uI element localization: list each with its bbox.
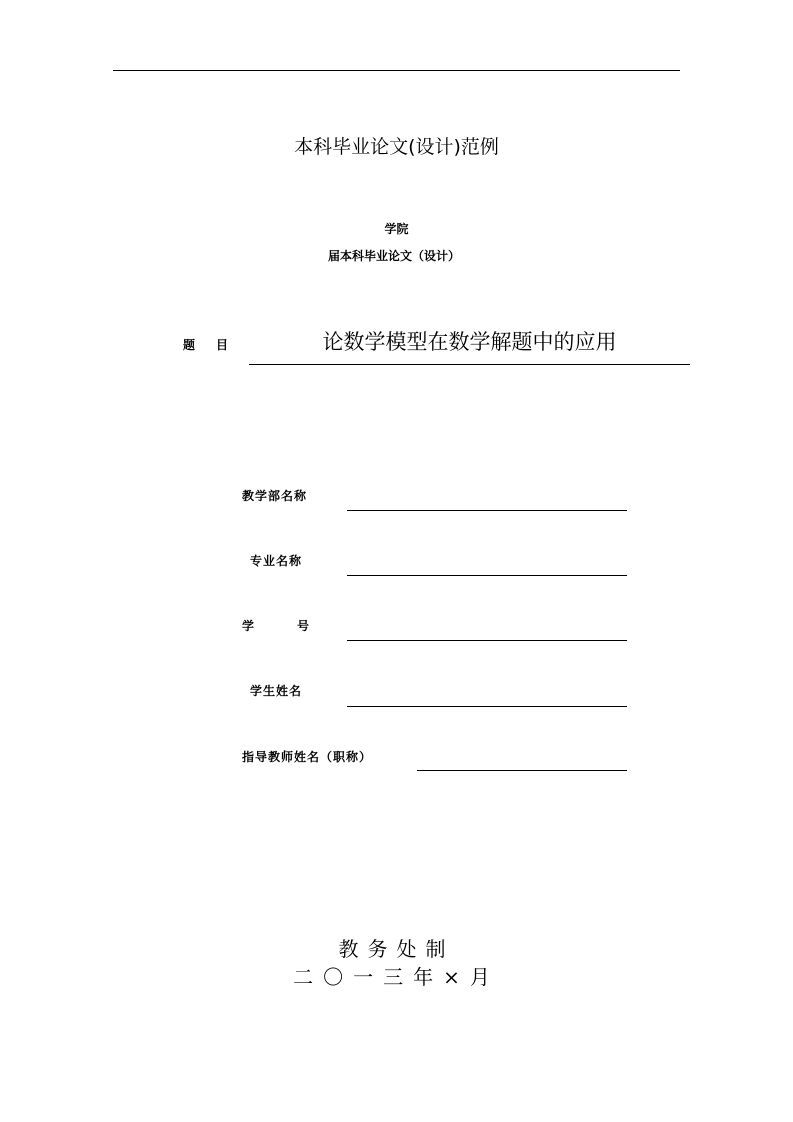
- issuing-office: 教务处制: [338, 937, 455, 961]
- student-id-label: 学号: [242, 619, 353, 633]
- major-field[interactable]: [347, 575, 627, 576]
- advisor-field[interactable]: [417, 770, 627, 771]
- topic-label: 题目: [183, 338, 250, 352]
- student-id-field[interactable]: [347, 640, 627, 641]
- issue-date: 二〇一三年×月: [293, 965, 500, 989]
- document-title: 本科毕业论文(设计)范例: [294, 136, 499, 158]
- advisor-label: 指导教师姓名（职称）: [242, 750, 373, 764]
- student-name-field[interactable]: [347, 706, 627, 707]
- student-name-label: 学生姓名: [250, 684, 303, 698]
- topic-value: 论数学模型在数学解题中的应用: [322, 330, 617, 354]
- header-rule: [113, 70, 680, 71]
- major-label: 专业名称: [250, 554, 303, 568]
- topic-underline: [249, 364, 690, 365]
- session-label: 届本科毕业论文（设计）: [327, 249, 460, 263]
- college-label: 学院: [384, 222, 409, 236]
- department-field[interactable]: [347, 510, 627, 511]
- department-label: 教学部名称: [242, 489, 308, 503]
